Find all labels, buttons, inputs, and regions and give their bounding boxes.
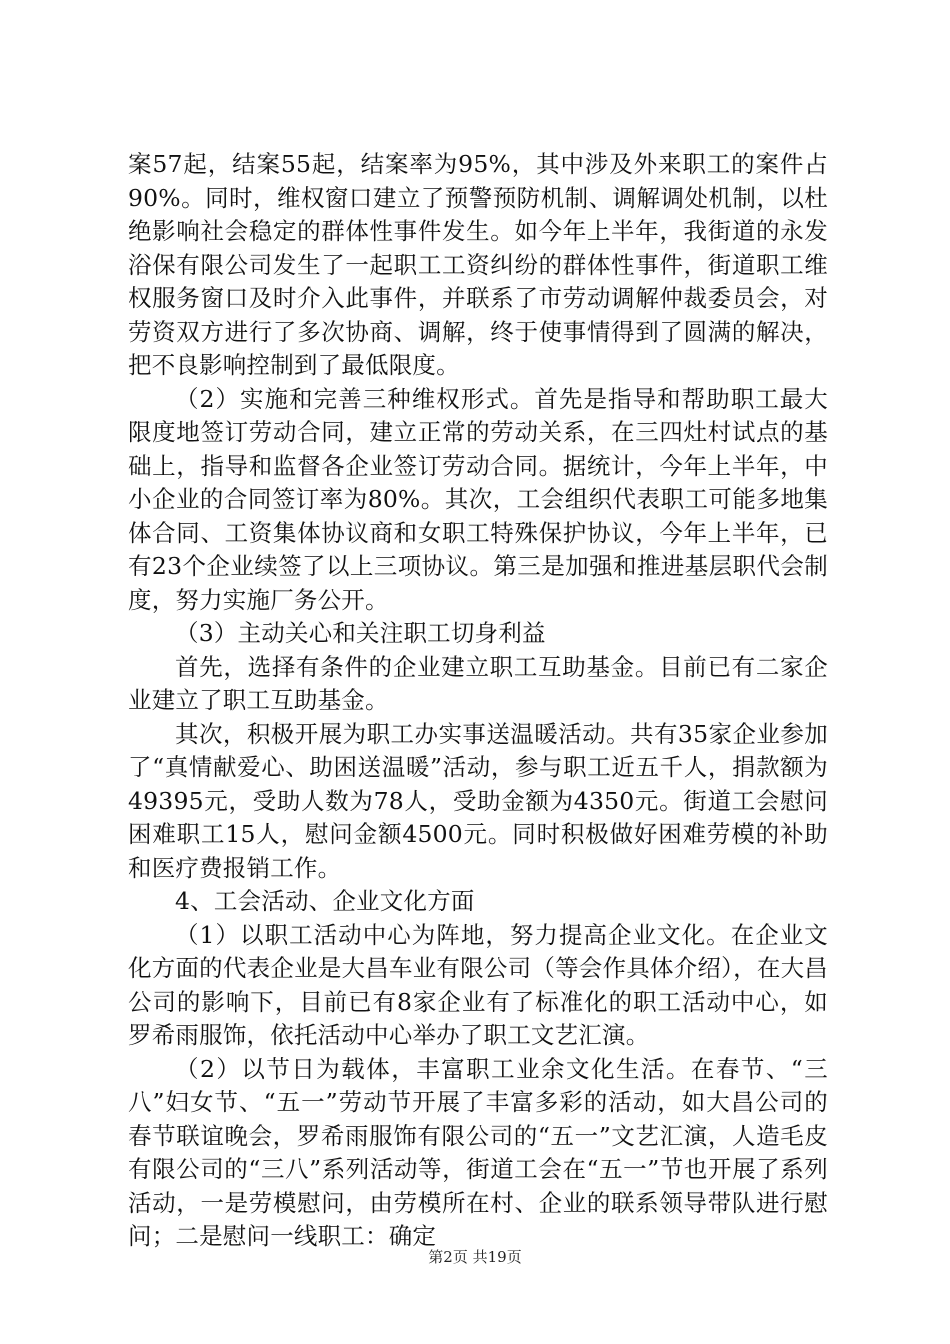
paragraph-festival-activities: （2）以节日为载体，丰富职工业余文化生活。在春节、“三八”妇女节、“五一”劳动节开展了丰富多彩的活动，如大昌公司的春节联谊晚会，罗希雨服饰有限公司的“五一”文艺汇演，人造毛皮有限公司的“三八”系列活动等，街道工会在“五一”节也开展了系列活动，一是劳模慰问，由劳模所在村、企业的联系领导带队进行慰问；二是慰问一线职工：确定: [128, 1054, 828, 1250]
paragraph-rights-forms: （2）实施和完善三种维权形式。首先是指导和帮助职工最大限度地签订劳动合同，建立正常的劳动关系，在三四灶村试点的基础上，指导和监督各企业签订劳动合同。据统计，今年上半年，中小企业的合同签订率为80%。其次，工会组织代表职工可能多地集体合同、工资集体协议商和女职工特殊保护协议，今年上半年，已有23个企业续签了以上三项协议。第三是加强和推进基层职代会制度，努力实施厂务公开。: [128, 384, 828, 614]
document-body: [128, 148, 828, 1254]
paragraph-heading-union-culture: 4、工会活动、企业文化方面: [175, 887, 475, 915]
paragraph-activity-center: （1）以职工活动中心为阵地，努力提高企业文化。在企业文化方面的代表企业是大昌车业有限公司（等会作具体介绍），在大昌公司的影响下，目前已有8家企业有了标准化的职工活动中心，如罗希雨服饰，依托活动中心举办了职工文艺汇演。: [128, 920, 828, 1049]
page-footer: [0, 1247, 950, 1267]
paragraph-mutual-aid-fund: 首先，选择有条件的企业建立职工互助基金。目前已有二家企业建立了职工互助基金。: [128, 652, 828, 714]
paragraph-heading-worker-interests: （3）主动关心和关注职工切身利益: [175, 619, 546, 647]
paragraph-case-statistics: 案57起，结案55起，结案率为95%，其中涉及外来职工的案件占90%。同时，维权窗口建立了预警预防机制、调解调处机制，以杜绝影响社会稳定的群体性事件发生。如今年上半年，我街道的永发浴保有限公司发生了一起职工工资纠纷的群体性事件，街道职工维权服务窗口及时介入此事件，并联系了市劳动调解仲裁委员会，对劳资双方进行了多次协商、调解，终于使事情得到了圆满的解决，把不良影响控制到了最低限度。: [128, 150, 828, 379]
page-number-label: 第2页 共19页: [428, 1248, 522, 1266]
paragraph-warmth-activities: 其次，积极开展为职工办实事送温暖活动。共有35家企业参加了“真情献爱心、助困送温暖”活动，参与职工近五千人，捐款额为49395元，受助人数为78人，受助金额为4350元。街道工会慰问困难职工15人，慰问金额4500元。同时积极做好困难劳模的补助和医疗费报销工作。: [128, 719, 828, 882]
